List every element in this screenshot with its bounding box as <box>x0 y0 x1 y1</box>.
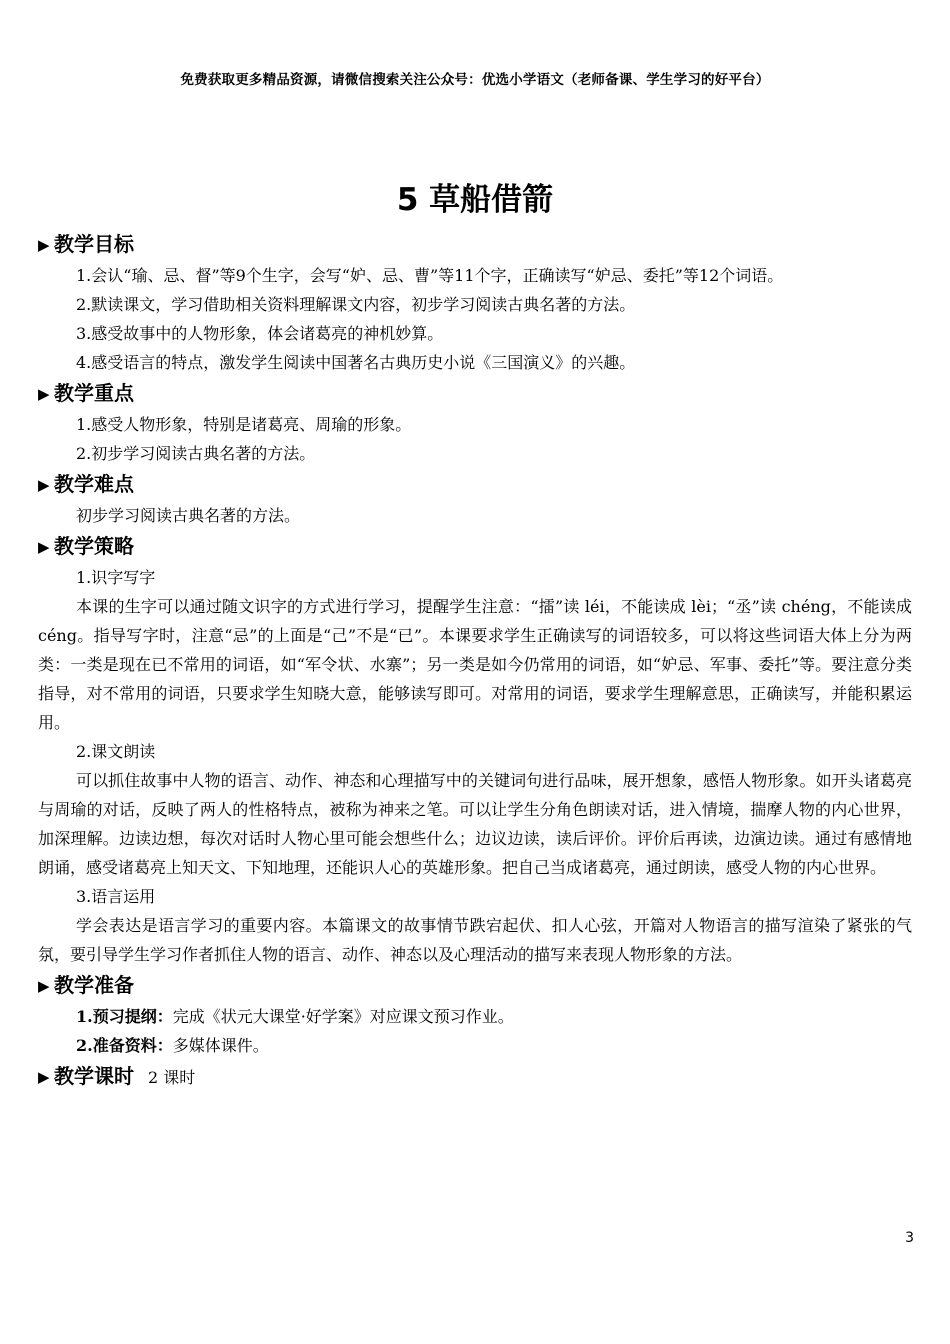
page-title: 5 草船借箭 <box>396 182 554 218</box>
section-heading-hours <box>38 1060 912 1093</box>
strategy-1-title: 1.识字写字 <box>76 568 156 587</box>
section-heading-label: 教学重点 <box>54 381 134 405</box>
section-heading-label: 教学策略 <box>54 534 134 558</box>
triangle-marker-icon: ▶ <box>38 476 50 494</box>
preparation-item-label: 2.准备资料： <box>76 1036 173 1055</box>
strategy-2-title: 2.课文朗读 <box>76 742 156 761</box>
strategy-2-body: 可以抓住故事中人物的语言、动作、神态和心理描写中的关键词句进行品味，展开想象，感悟人物形象。如开头诸葛亮与周瑜的对话，反映了两人的性格特点，被称为神来之笔。可以让学生分角色朗读对话，进入情境，揣摩人物的内心世界，加深理解。边读边想，每次对话时人物心里可能会想些什么；边议边读，读后评价。评价后再读，边演边读。通过有感情地朗诵，感受诸葛亮上知天文、下知地理，还能识人心的英雄形象。把自己当成诸葛亮，通过朗读，感受人物的内心世界。 <box>38 771 912 877</box>
section-heading-strategies <box>38 530 912 563</box>
section-heading-label: 教学难点 <box>54 472 134 496</box>
section-heading-label: 教学目标 <box>54 232 134 256</box>
preparation-item-text: 完成《状元大课堂·好学案》对应课文预习作业。 <box>172 1007 514 1026</box>
preparation-item-label: 1.预习提纲： <box>76 1007 173 1026</box>
section-heading-preparation <box>38 969 912 1002</box>
page-number: 3 <box>905 1230 914 1246</box>
triangle-marker-icon: ▶ <box>38 385 50 403</box>
triangle-marker-icon: ▶ <box>38 236 50 254</box>
goal-item-1: 1.会认“瑜、忌、督”等9个生字，会写“妒、忌、曹”等11个字，正确读写“妒忌、委托”等12个词语。 <box>76 266 784 285</box>
section-heading-goals <box>38 228 912 261</box>
triangle-marker-icon: ▶ <box>38 538 50 556</box>
difficulty-item-1: 初步学习阅读古典名著的方法。 <box>76 506 301 525</box>
section-heading-label: 教学课时 <box>54 1064 134 1088</box>
strategy-1-body: 本课的生字可以通过随文识字的方式进行学习，提醒学生注意：“擂”读 léi，不能读成 lèi；“丞”读 chéng，不能读成 céng。指导写字时，注意“忌”的上面是“己”不是“已”。本课要求学生正确读写的词语较多，可以将这些词语大体上分为两类：一类是现在已不常用的词语，如“军令状、水寨”；另一类是如今仍常用的词语，如“妒忌、军事、委托”等。要注意分类指导，对不常用的词语，只要求学生知晓大意，能够读写即可。对常用的词语，要求学生理解意思，正确读写，并能积累运用。 <box>38 597 912 732</box>
section-heading-difficulties <box>38 468 912 501</box>
key-point-item-2: 2.初步学习阅读古典名著的方法。 <box>76 444 316 463</box>
triangle-marker-icon: ▶ <box>38 1068 50 1086</box>
key-point-item-1: 1.感受人物形象，特别是诸葛亮、周瑜的形象。 <box>76 415 412 434</box>
header-promo-note: 免费获取更多精品资源，请微信搜索关注公众号：优选小学语文（老师备课、学生学习的好平台） <box>180 72 770 88</box>
section-heading-label: 教学准备 <box>54 973 134 997</box>
preparation-item-2 <box>38 1031 912 1060</box>
document-body <box>38 228 912 1093</box>
strategy-3-title: 3.语言运用 <box>76 887 156 906</box>
goal-item-2: 2.默读课文，学习借助相关资料理解课文内容，初步学习阅读古典名著的方法。 <box>76 295 636 314</box>
section-heading-key-points <box>38 377 912 410</box>
teaching-hours-value: 2 课时 <box>148 1068 196 1087</box>
triangle-marker-icon: ▶ <box>38 977 50 995</box>
goal-item-4: 4.感受语言的特点，激发学生阅读中国著名古典历史小说《三国演义》的兴趣。 <box>76 353 636 372</box>
goal-item-3: 3.感受故事中的人物形象，体会诸葛亮的神机妙算。 <box>76 324 444 343</box>
preparation-item-1 <box>38 1002 912 1031</box>
strategy-3-body: 学会表达是语言学习的重要内容。本篇课文的故事情节跌宕起伏、扣人心弦，开篇对人物语言的描写渲染了紧张的气氛，要引导学生学习作者抓住人物的语言、动作、神态以及心理活动的描写来表现人物形象的方法。 <box>38 916 912 964</box>
preparation-item-text: 多媒体课件。 <box>172 1036 269 1055</box>
